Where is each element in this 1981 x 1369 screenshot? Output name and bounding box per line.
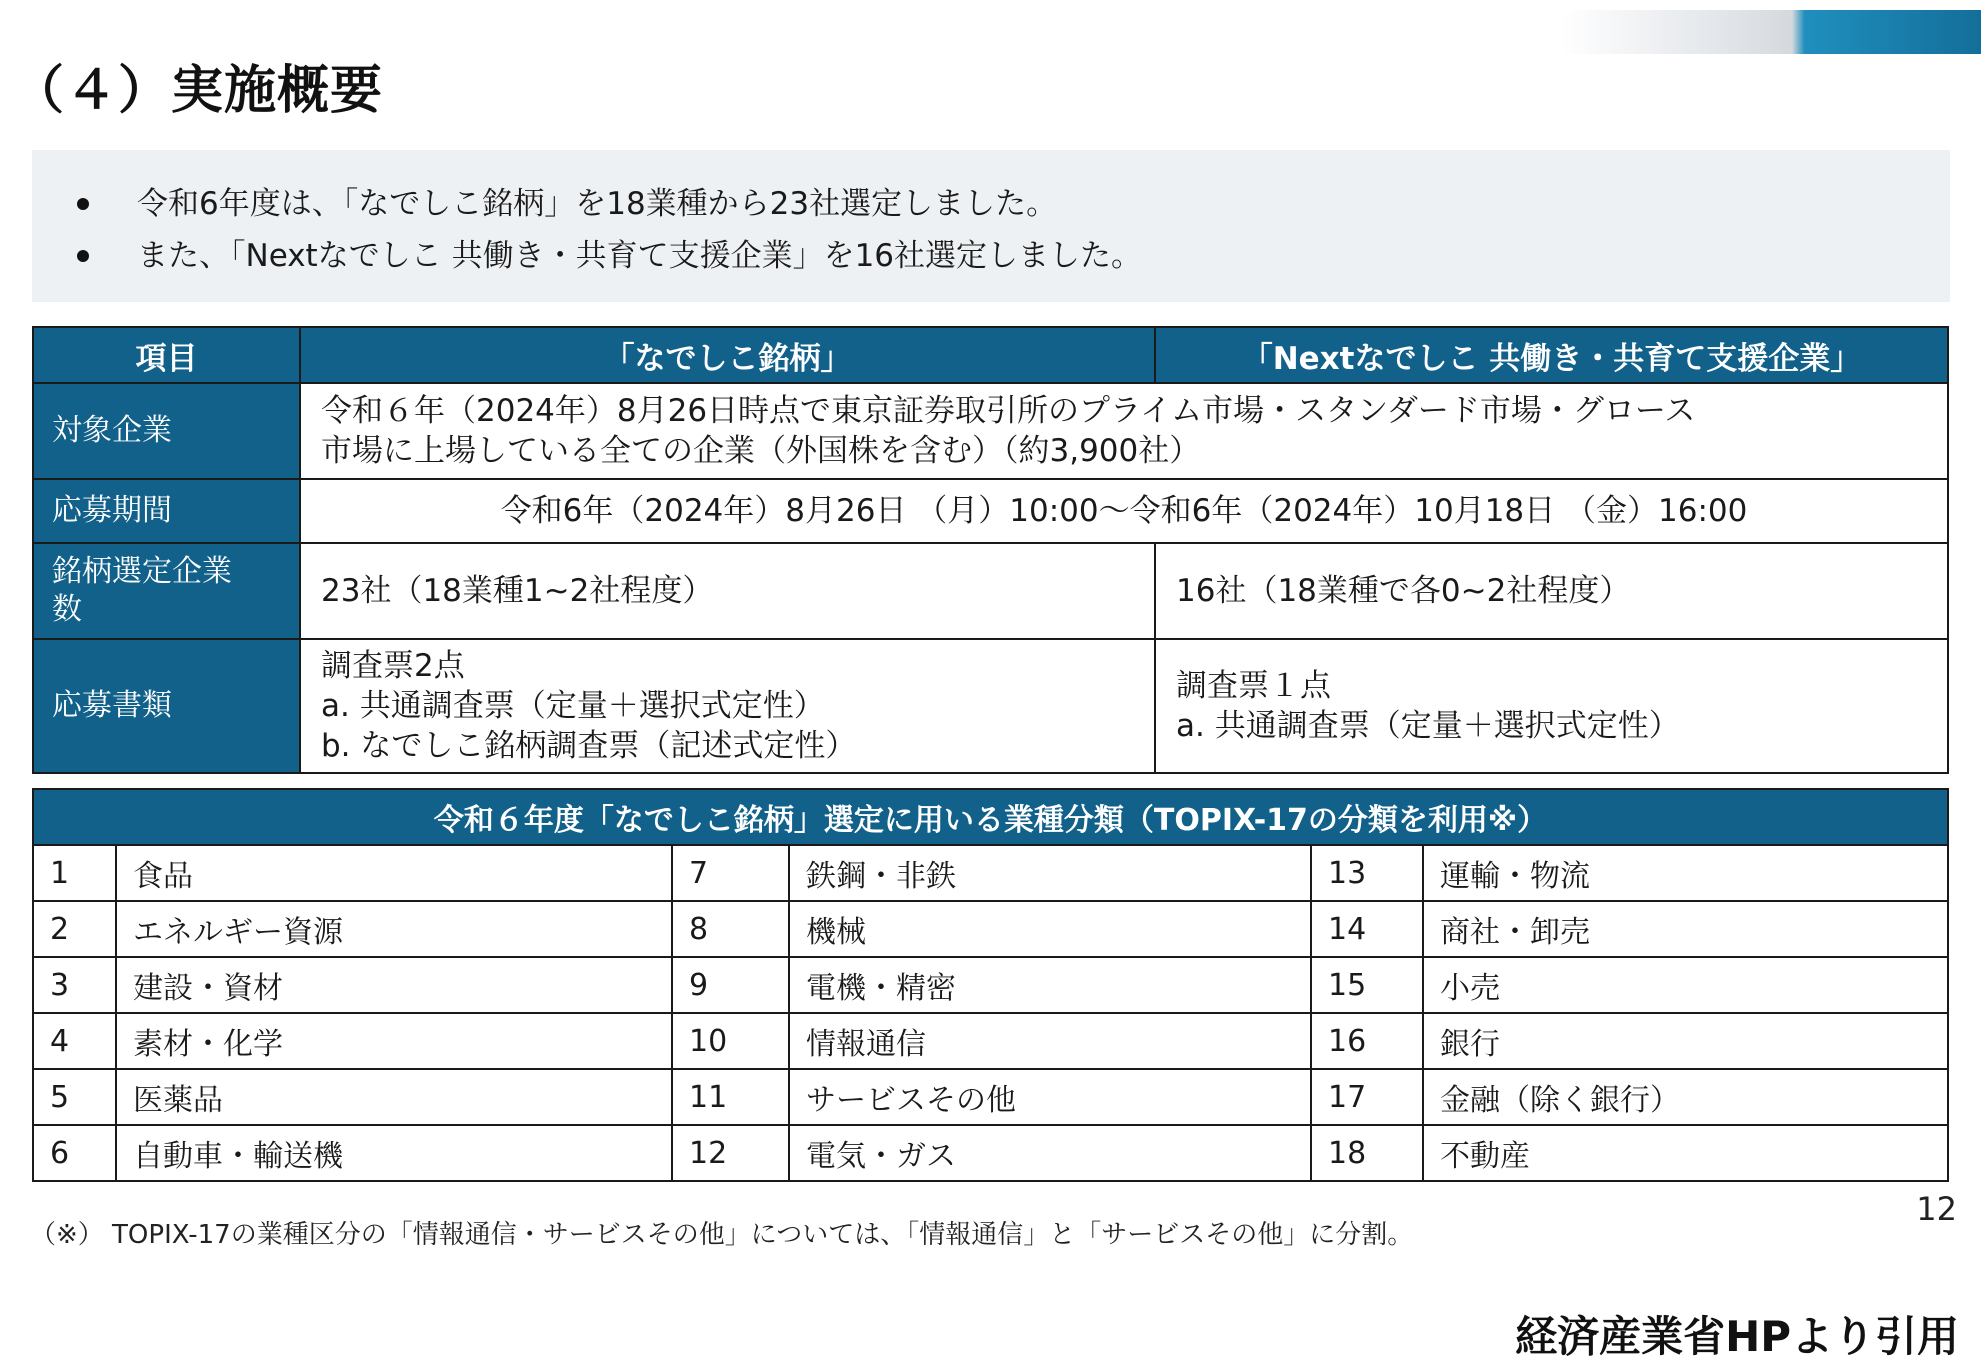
industry-name: サービスその他 [789, 1069, 1311, 1125]
industry-row [33, 957, 1948, 1013]
industry-row [33, 901, 1948, 957]
industry-number: 15 [1311, 957, 1423, 1013]
label-count-line-1: 銘柄選定企業 [52, 554, 232, 589]
industry-number: 5 [33, 1069, 116, 1125]
row-count [33, 543, 1948, 639]
industry-row [33, 1013, 1948, 1069]
row-target [33, 383, 1948, 479]
overview-table [32, 326, 1949, 774]
label-docs: 応募書類 [33, 639, 300, 773]
summary-text: また、「Nextなでしこ 共働き・共育て支援企業」を16社選定しました。 [137, 238, 1143, 274]
industry-name: 鉄鋼・非鉄 [789, 845, 1311, 901]
summary-item [77, 178, 1950, 230]
industry-row [33, 1125, 1948, 1181]
row-period [33, 479, 1948, 543]
industry-table-title: 令和６年度「なでしこ銘柄」選定に用いる業種分類（TOPIX-17の分類を利用※） [33, 789, 1948, 845]
target-line-2: 市場に上場している全ての企業（外国株を含む）（約3,900社） [321, 433, 1201, 469]
count-nadeshiko: 23社（18業種1~2社程度） [300, 543, 1155, 639]
header-nadeshiko: 「なでしこ銘柄」 [300, 327, 1155, 383]
page-number: 12 [1916, 1190, 1957, 1228]
industry-number: 16 [1311, 1013, 1423, 1069]
label-count [33, 543, 300, 639]
industry-table [32, 788, 1949, 1182]
corner-accent-bar [1561, 10, 1981, 54]
count-next: 16社（18業種で各0~2社程度） [1155, 543, 1948, 639]
industry-number: 9 [672, 957, 789, 1013]
industry-name: 運輸・物流 [1423, 845, 1948, 901]
row-docs [33, 639, 1948, 773]
docs-next-line: 調査票１点 [1176, 668, 1331, 704]
header-next-nadeshiko: 「Nextなでしこ 共働き・共育て支援企業」 [1155, 327, 1948, 383]
label-count-line-2: 数 [52, 592, 82, 627]
page-title: （４）実施概要 [12, 61, 384, 121]
industry-name: 建設・資材 [116, 957, 672, 1013]
industry-number: 8 [672, 901, 789, 957]
docs-nadeshiko [300, 639, 1155, 773]
bullet-icon [77, 198, 89, 210]
industry-number: 7 [672, 845, 789, 901]
industry-name: 電気・ガス [789, 1125, 1311, 1181]
docs-next-line: a. 共通調査票（定量＋選択式定性） [1176, 708, 1680, 744]
label-period: 応募期間 [33, 479, 300, 543]
industry-number: 2 [33, 901, 116, 957]
summary-text: 令和6年度は、「なでしこ銘柄」を18業種から23社選定しました。 [137, 186, 1058, 222]
overview-header-row [33, 327, 1948, 383]
industry-number: 14 [1311, 901, 1423, 957]
industry-number: 13 [1311, 845, 1423, 901]
industry-number: 17 [1311, 1069, 1423, 1125]
industry-name: エネルギー資源 [116, 901, 672, 957]
summary-box [32, 150, 1950, 302]
header-item: 項目 [33, 327, 300, 383]
docs-next [1155, 639, 1948, 773]
footnote: （※） TOPIX-17の業種区分の「情報通信・サービスその他」については、「情報通信」と「サービスその他」に分割。 [30, 1220, 1414, 1250]
industry-name: 自動車・輸送機 [116, 1125, 672, 1181]
industry-name: 機械 [789, 901, 1311, 957]
industry-name: 小売 [1423, 957, 1948, 1013]
docs-nadeshiko-line: a. 共通調査票（定量＋選択式定性） [321, 688, 825, 724]
industry-name: 食品 [116, 845, 672, 901]
industry-name: 銀行 [1423, 1013, 1948, 1069]
industry-number: 18 [1311, 1125, 1423, 1181]
industry-number: 4 [33, 1013, 116, 1069]
industry-name: 素材・化学 [116, 1013, 672, 1069]
industry-body [33, 845, 1948, 1181]
label-target: 対象企業 [33, 383, 300, 479]
industry-name: 金融（除く銀行） [1423, 1069, 1948, 1125]
industry-name: 情報通信 [789, 1013, 1311, 1069]
industry-number: 12 [672, 1125, 789, 1181]
target-line-1: 令和６年（2024年）8月26日時点で東京証券取引所のプライム市場・スタンダード市場・グロース [321, 393, 1696, 429]
bullet-icon [77, 250, 89, 262]
industry-number: 11 [672, 1069, 789, 1125]
industry-row [33, 1069, 1948, 1125]
industry-title-row [33, 789, 1948, 845]
value-period: 令和6年（2024年）8月26日 （月）10:00～令和6年（2024年）10月18日 （金）16:00 [300, 479, 1948, 543]
industry-name: 医薬品 [116, 1069, 672, 1125]
industry-number: 6 [33, 1125, 116, 1181]
industry-name: 不動産 [1423, 1125, 1948, 1181]
industry-row [33, 845, 1948, 901]
value-target [300, 383, 1948, 479]
source-citation: 経済産業省HPより引用 [1515, 1312, 1959, 1361]
summary-item [77, 230, 1950, 282]
industry-name: 商社・卸売 [1423, 901, 1948, 957]
docs-nadeshiko-line: 調査票2点 [321, 648, 465, 684]
docs-nadeshiko-line: b. なでしこ銘柄調査票（記述式定性） [321, 728, 857, 764]
industry-name: 電機・精密 [789, 957, 1311, 1013]
industry-number: 10 [672, 1013, 789, 1069]
industry-number: 3 [33, 957, 116, 1013]
industry-number: 1 [33, 845, 116, 901]
